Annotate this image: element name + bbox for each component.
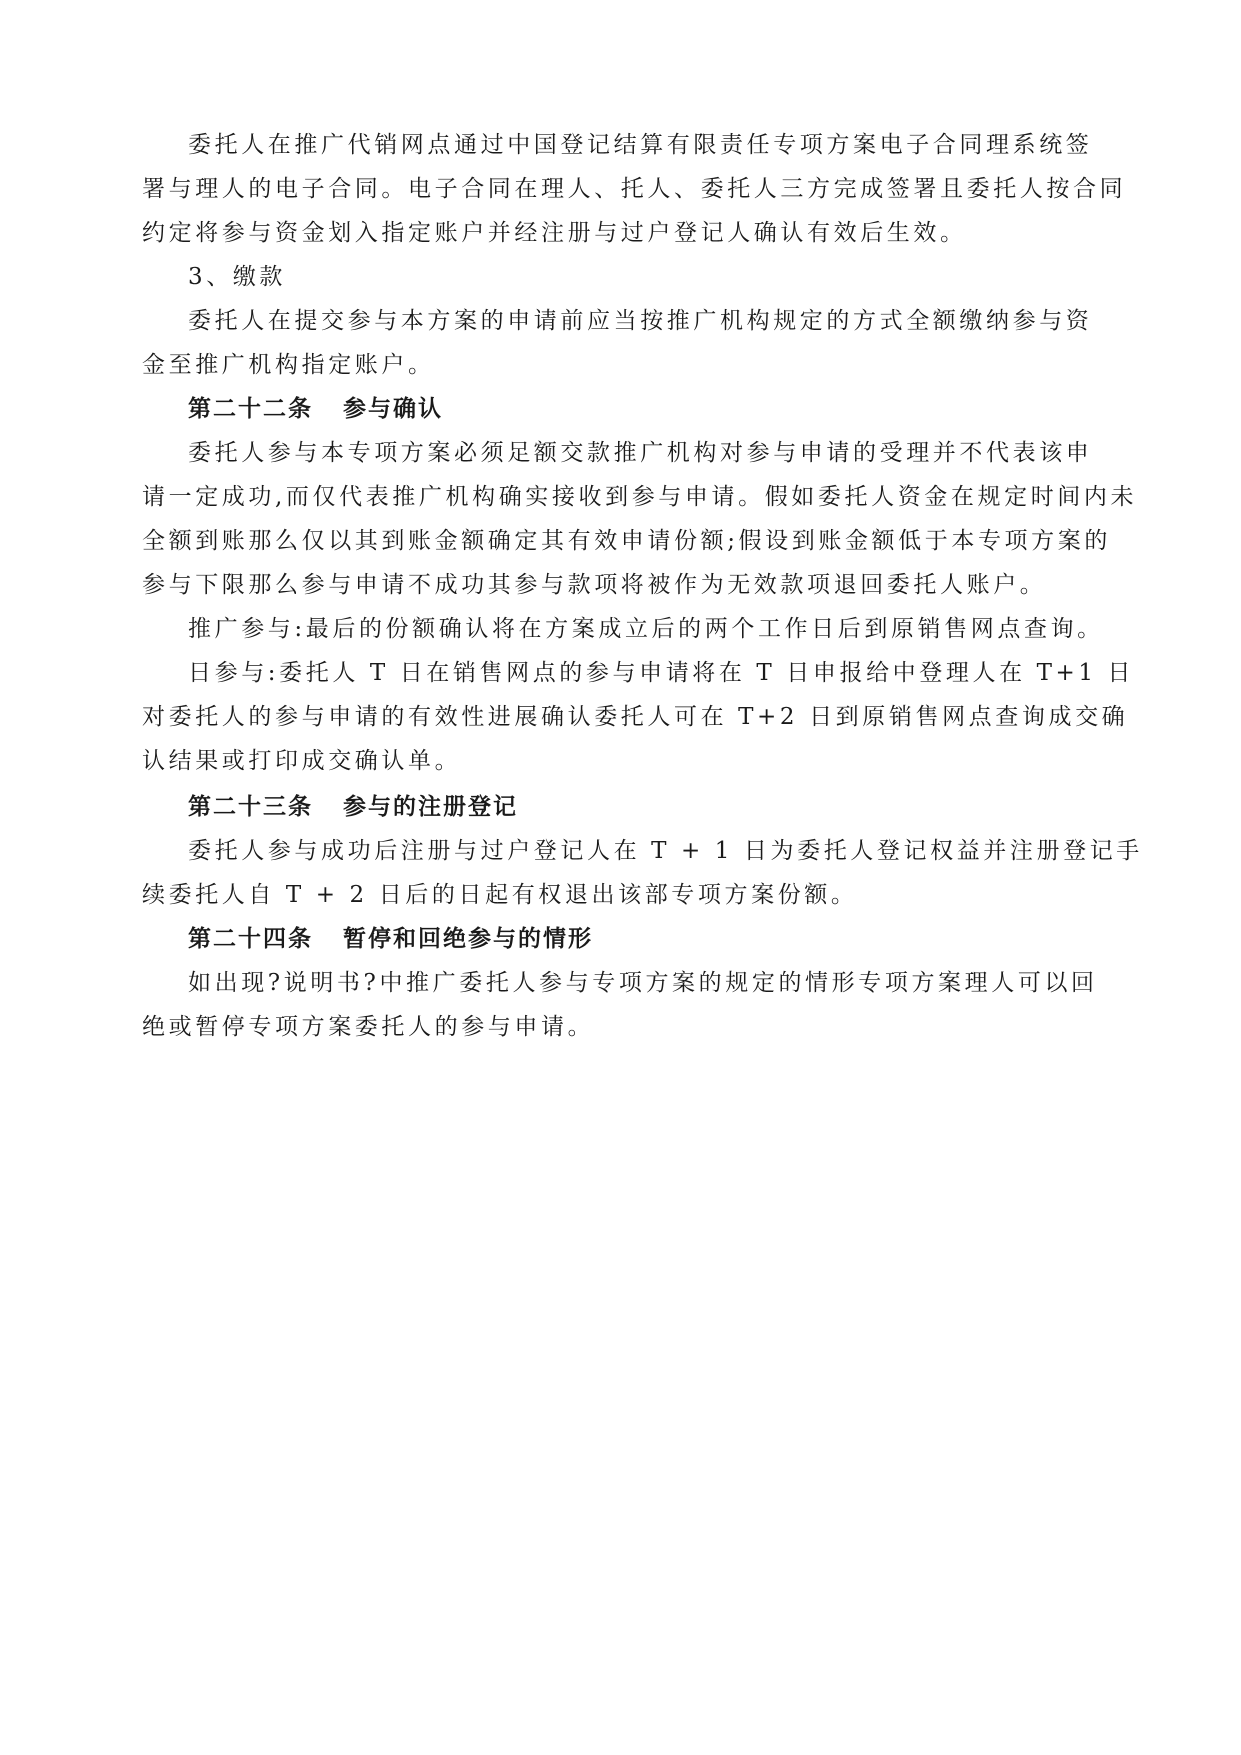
article-23-line-2: 续委托人自 T + 2 日后的日起有权退出该部专项方案份额。	[142, 882, 858, 908]
article-24-heading	[188, 924, 593, 954]
article-22-para1-line-4: 参与下限那么参与申请不成功其参与款项将被作为无效款项退回委托人账户。	[142, 572, 1047, 598]
article-23-line-1: 委托人参与成功后注册与过户登记人在 T + 1 日为委托人登记权益并注册登记手	[188, 838, 1143, 864]
article-24-line-1: 如出现?说明书?中推广委托人参与专项方案的规定的情形专项方案理人可以回	[188, 970, 1098, 996]
article-22-para1-line-3: 全额到账那么仅以其到账金额确定其有效申请份额;假设到账金额低于本专项方案的	[142, 528, 1111, 554]
article-22-para3-line-3: 认结果或打印成交确认单。	[142, 748, 462, 774]
contract-line-2: 署与理人的电子合同。电子合同在理人、托人、委托人三方完成签署且委托人按合同	[142, 176, 1127, 202]
contract-line-1: 委托人在推广代销网点通过中国登记结算有限责任专项方案电子合同理系统签	[188, 132, 1093, 158]
article-24-title: 暂停和回绝参与的情形	[343, 925, 593, 952]
article-22-para3-line-2: 对委托人的参与申请的有效性进展确认委托人可在 T+2 日到原销售网点查询成交确	[142, 704, 1129, 730]
article-22-para3-line-1: 日参与:委托人 T 日在销售网点的参与申请将在 T 日申报给中登理人在 T+1 日	[188, 660, 1135, 686]
article-22-heading	[188, 394, 443, 424]
article-24-number: 第二十四条	[188, 925, 313, 952]
payment-line-1: 委托人在提交参与本方案的申请前应当按推广机构规定的方式全额缴纳参与资	[188, 308, 1093, 334]
article-23-heading	[188, 792, 518, 822]
article-22-title: 参与确认	[343, 395, 443, 422]
article-23-title: 参与的注册登记	[343, 793, 518, 820]
payment-item-label: 3、缴款	[188, 264, 287, 290]
article-22-para1-line-1: 委托人参与本专项方案必须足额交款推广机构对参与申请的受理并不代表该申	[188, 440, 1093, 466]
article-23-number: 第二十三条	[188, 793, 313, 820]
contract-line-3: 约定将参与资金划入指定账户并经注册与过户登记人确认有效后生效。	[142, 220, 967, 246]
payment-line-2: 金至推广机构指定账户。	[142, 352, 435, 378]
article-22-para1-line-2: 请一定成功,而仅代表推广机构确实接收到参与申请。假如委托人资金在规定时间内未	[142, 484, 1138, 510]
article-22-number: 第二十二条	[188, 395, 313, 422]
article-24-line-2: 绝或暂停专项方案委托人的参与申请。	[142, 1014, 595, 1040]
article-22-para2-line-1: 推广参与:最后的份额确认将在方案成立后的两个工作日后到原销售网点查询。	[188, 616, 1104, 642]
